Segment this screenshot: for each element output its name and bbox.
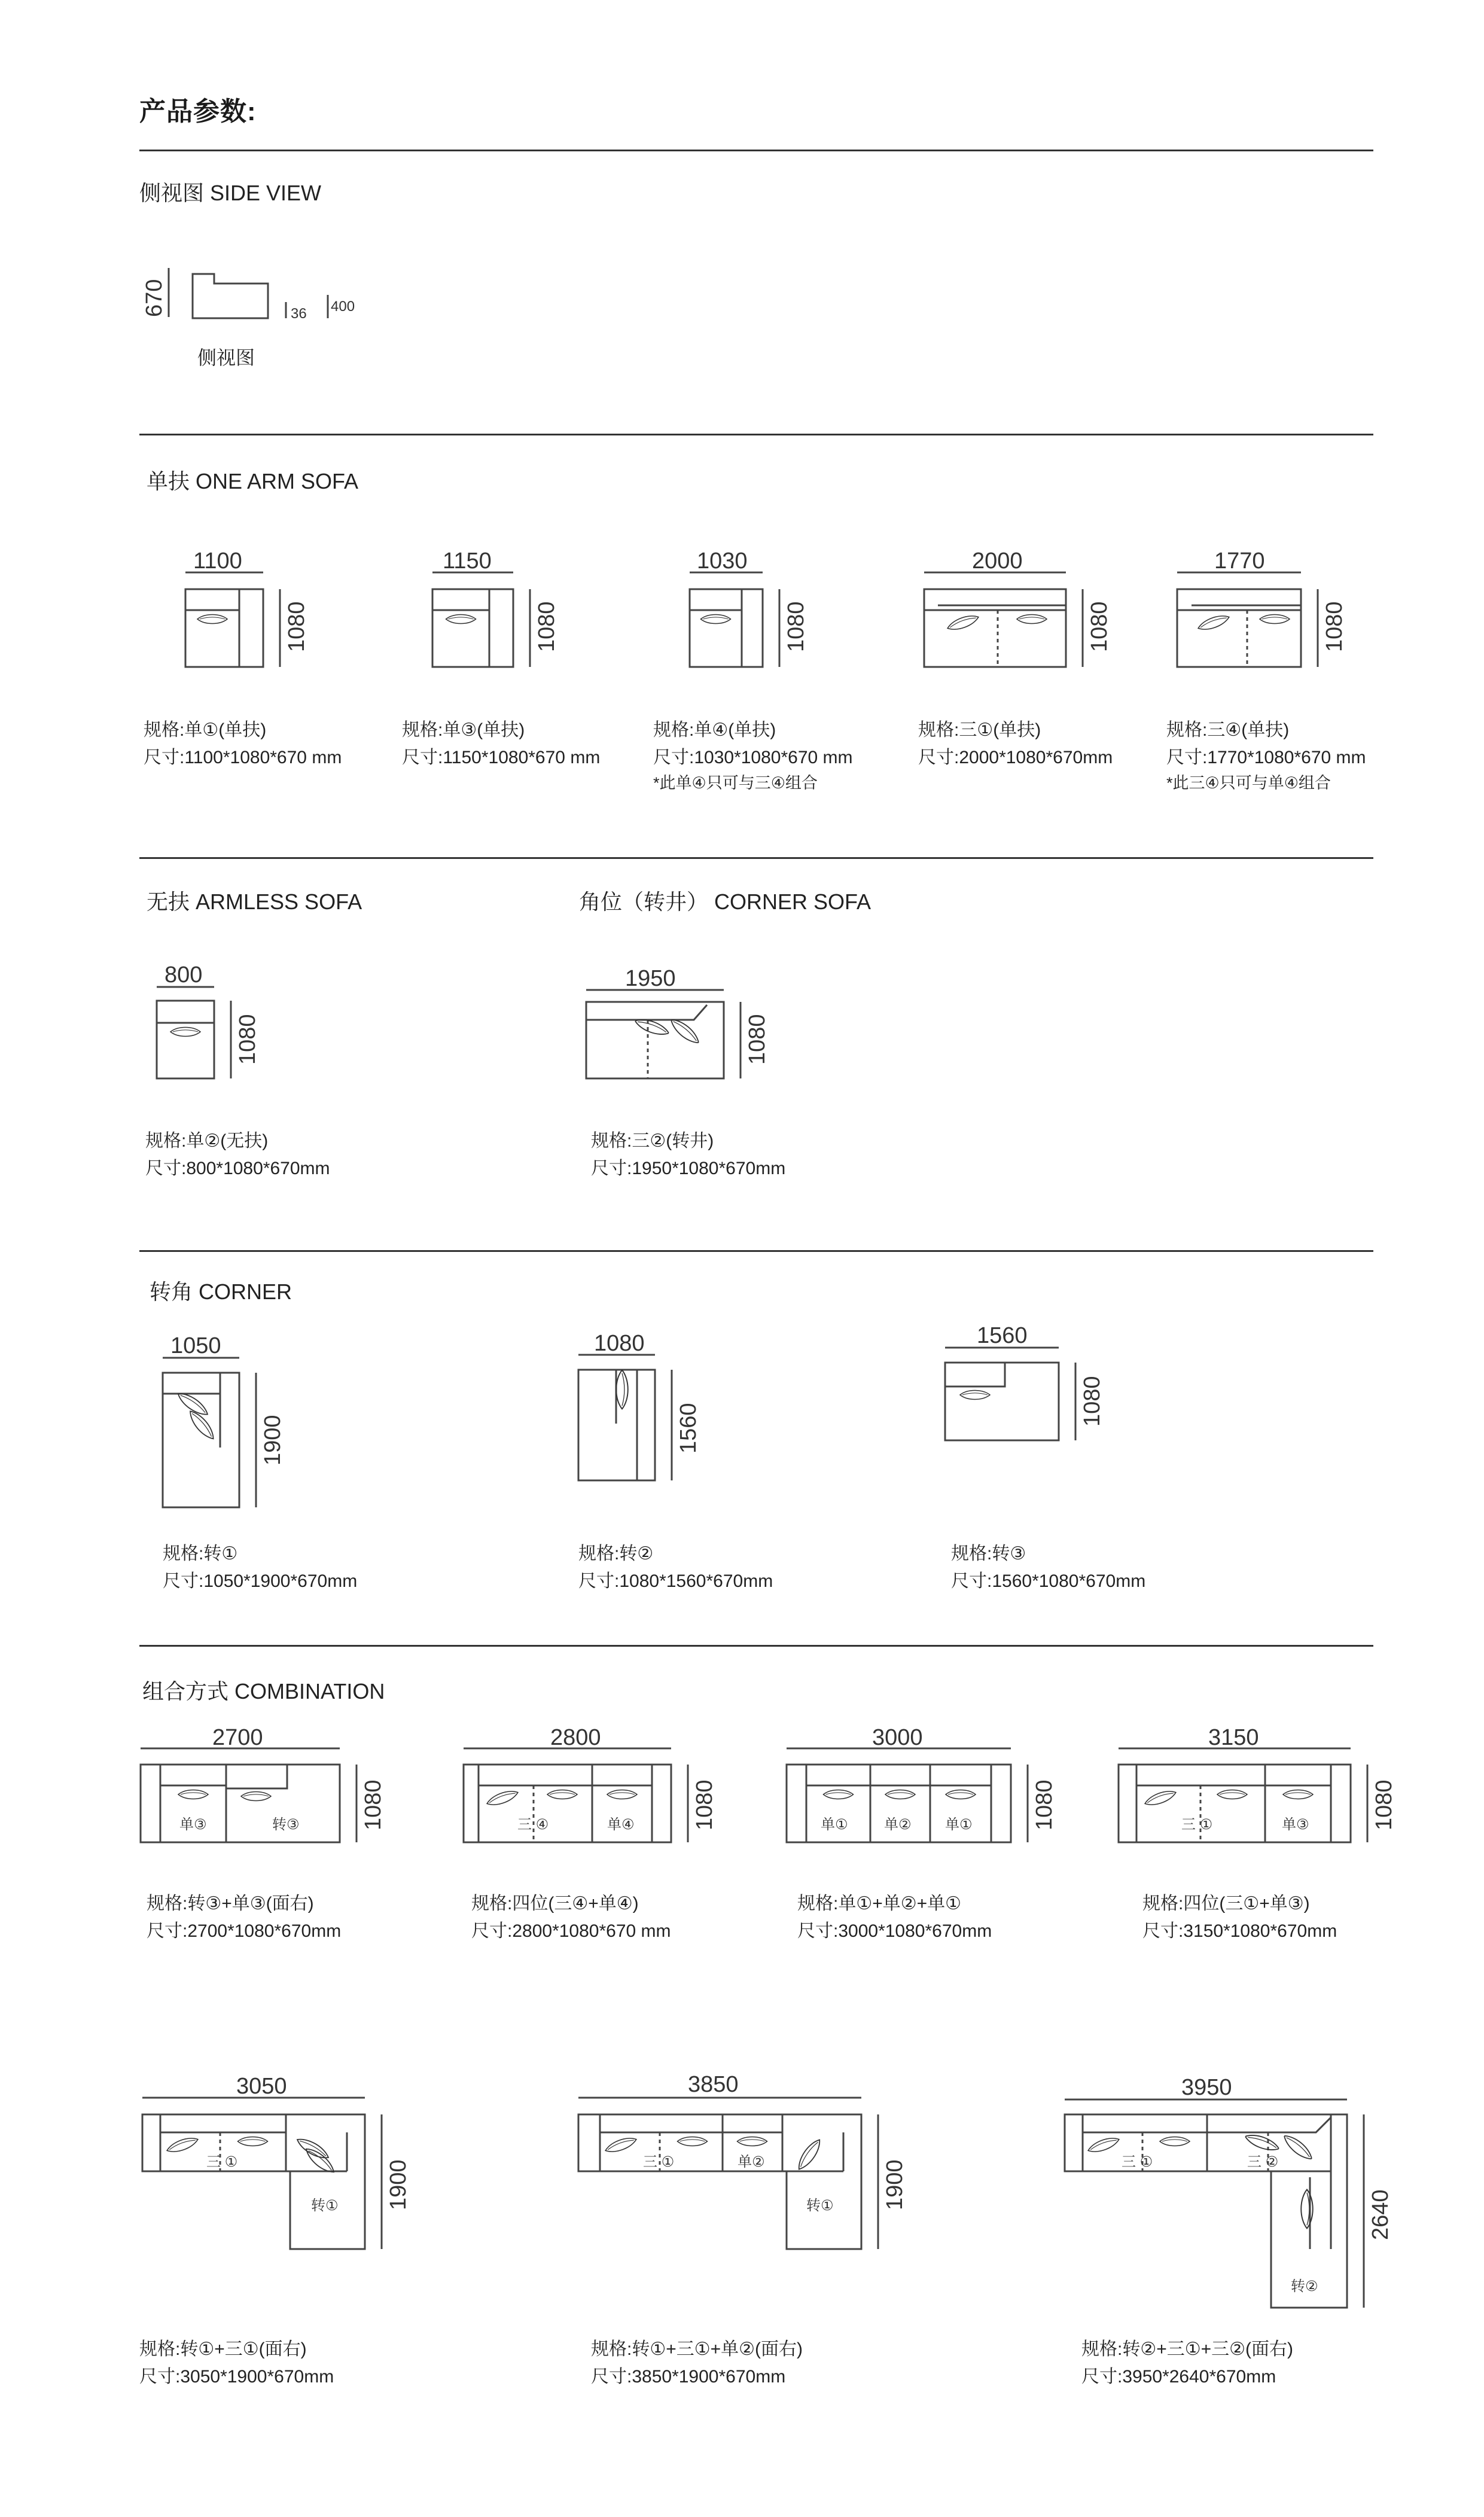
spec-size: 尺寸:3950*2640*670mm <box>1081 2367 1276 2387</box>
section-heading-armless: 无扶 ARMLESS SOFA <box>147 889 362 914</box>
corner-depth-3: 1080 <box>1080 1376 1105 1427</box>
module-label: 转① <box>311 2198 339 2214</box>
corner-drawing-3 <box>945 1348 1075 1440</box>
spec-size: 尺寸:2800*1080*670 mm <box>471 1921 671 1941</box>
spec-name: 规格:转③+单③(面右) <box>147 1894 314 1913</box>
combination-spec-6 <box>591 2336 803 2391</box>
spec-size: 尺寸:1100*1080*670 mm <box>144 748 342 767</box>
combination-drawing-7 <box>1065 2099 1364 2308</box>
spec-size: 尺寸:3050*1900*670mm <box>139 2367 334 2387</box>
armless-spec <box>145 1128 330 1183</box>
one-arm-drawing-2 <box>432 572 530 667</box>
combination-width-2: 2800 <box>550 1725 601 1750</box>
combination-spec-3 <box>797 1890 992 1945</box>
module-label: 转② <box>1291 2278 1318 2294</box>
one-arm-depth-3: 1080 <box>784 601 809 652</box>
one-arm-spec-3 <box>653 717 853 794</box>
module-label: 转① <box>806 2198 834 2214</box>
one-arm-drawing-4 <box>924 572 1083 667</box>
spec-name: 规格:单②(无扶) <box>145 1131 269 1151</box>
corner-sofa-width: 1950 <box>625 966 676 991</box>
one-arm-spec-4 <box>918 717 1113 772</box>
module-label: 三 ① <box>643 2154 675 2170</box>
corner-depth-1: 1900 <box>260 1415 285 1465</box>
armless-depth: 1080 <box>235 1014 260 1065</box>
module-label: 单④ <box>607 1817 635 1833</box>
spec-size: 尺寸:3150*1080*670mm <box>1142 1921 1337 1941</box>
side-view-caption: 侧视图 <box>197 347 255 368</box>
corner-spec-1 <box>163 1540 357 1595</box>
combination-drawing-6 <box>578 2098 878 2249</box>
spec-size: 尺寸:3000*1080*670mm <box>797 1921 992 1941</box>
section-heading-side-view: 侧视图 SIDE VIEW <box>139 181 322 205</box>
spec-name: 规格:四位(三④+单④) <box>471 1894 639 1913</box>
page-title: 产品参数: <box>139 97 257 126</box>
module-label: 单② <box>738 2154 765 2170</box>
one-arm-width-5: 1770 <box>1214 549 1265 574</box>
spec-note: *此单④只可与三④组合 <box>653 774 818 792</box>
combination-depth-2: 1080 <box>692 1779 717 1830</box>
spec-name: 规格:转②+三①+三②(面右) <box>1081 2339 1294 2359</box>
spec-size: 尺寸:1050*1900*670mm <box>163 1571 358 1591</box>
spec-size: 尺寸:1560*1080*670mm <box>951 1571 1146 1591</box>
side-view-height: 670 <box>142 279 167 317</box>
spec-name: 规格:转①+三①+单②(面右) <box>591 2339 803 2359</box>
section-heading-corner-sofa: 角位（转井） CORNER SOFA <box>579 889 871 914</box>
corner-drawing-2 <box>578 1355 672 1480</box>
one-arm-spec-5 <box>1166 717 1366 794</box>
module-label: 三 ① <box>1122 2154 1153 2170</box>
spec-name: 规格:单①+单②+单① <box>797 1894 962 1913</box>
combination-depth-1: 1080 <box>361 1779 386 1830</box>
combination-spec-7 <box>1081 2336 1293 2391</box>
corner-width-1: 1050 <box>170 1333 221 1358</box>
combination-spec-4 <box>1142 1890 1337 1945</box>
one-arm-depth-2: 1080 <box>534 601 559 652</box>
combination-width-5: 3050 <box>236 2074 287 2099</box>
section-heading-combination: 组合方式 COMBINATION <box>142 1679 385 1704</box>
one-arm-drawing-5 <box>1177 572 1318 667</box>
corner-width-2: 1080 <box>594 1331 645 1356</box>
module-label: 三 ② <box>1247 2154 1279 2170</box>
spec-name: 规格:转① <box>163 1544 238 1564</box>
spec-name: 规格:三④(单扶) <box>1166 720 1290 740</box>
spec-size: 尺寸:2000*1080*670mm <box>918 748 1113 767</box>
module-label: 转③ <box>272 1817 300 1833</box>
spec-size: 尺寸:1950*1080*670mm <box>591 1159 786 1178</box>
corner-sofa-depth: 1080 <box>745 1014 770 1065</box>
combination-depth-3: 1080 <box>1032 1779 1057 1830</box>
spec-name: 规格:四位(三①+单③) <box>1142 1894 1310 1913</box>
spec-name: 规格:转①+三①(面右) <box>139 2339 307 2359</box>
module-label: 单① <box>821 1817 848 1833</box>
side-view-leg: 36 <box>291 306 307 322</box>
corner-spec-3 <box>951 1540 1145 1595</box>
spec-size: 尺寸:3850*1900*670mm <box>591 2367 786 2387</box>
spec-size: 尺寸:800*1080*670mm <box>145 1159 330 1178</box>
spec-size: 尺寸:1150*1080*670 mm <box>402 748 601 767</box>
combination-width-6: 3850 <box>688 2072 739 2097</box>
module-label: 单③ <box>179 1817 207 1833</box>
corner-sofa-spec <box>591 1128 785 1183</box>
corner-sofa-drawing <box>586 990 741 1078</box>
combination-drawing-4 <box>1119 1748 1367 1842</box>
one-arm-depth-4: 1080 <box>1087 601 1112 652</box>
combination-depth-4: 1080 <box>1372 1779 1397 1830</box>
module-label: 三 ① <box>206 2154 238 2170</box>
corner-width-3: 1560 <box>977 1323 1028 1348</box>
combination-spec-2 <box>471 1890 671 1945</box>
module-label: 三 ① <box>1181 1817 1213 1833</box>
combination-width-1: 2700 <box>212 1725 263 1750</box>
one-arm-spec-1 <box>144 717 342 772</box>
one-arm-width-4: 2000 <box>972 549 1023 574</box>
one-arm-width-2: 1150 <box>443 549 492 574</box>
side-view-seat: 400 <box>331 298 355 315</box>
one-arm-depth-5: 1080 <box>1322 601 1347 652</box>
module-label: 单③ <box>1282 1817 1309 1833</box>
section-heading-one-arm: 单扶 ONE ARM SOFA <box>147 469 359 493</box>
combination-drawing-1 <box>141 1748 356 1842</box>
spec-note: *此三④只可与单④组合 <box>1166 774 1331 792</box>
corner-depth-2: 1560 <box>676 1403 701 1453</box>
combination-depth-5: 1900 <box>386 2159 411 2210</box>
combination-width-7: 3950 <box>1181 2075 1232 2100</box>
corner-drawing-1 <box>163 1358 256 1507</box>
spec-name: 规格:单①(单扶) <box>144 720 267 740</box>
spec-name: 规格:单④(单扶) <box>653 720 776 740</box>
armless-width: 800 <box>164 962 203 988</box>
spec-name: 规格:转② <box>578 1544 654 1564</box>
spec-size: 尺寸:1080*1560*670mm <box>578 1571 773 1591</box>
combination-width-4: 3150 <box>1208 1725 1259 1750</box>
spec-name: 规格:三①(单扶) <box>918 720 1041 740</box>
combination-drawing-5 <box>142 2098 382 2249</box>
one-arm-drawing-3 <box>690 572 779 667</box>
combination-depth-7: 2640 <box>1368 2189 1393 2240</box>
spec-size: 尺寸:2700*1080*670mm <box>147 1921 342 1941</box>
spec-name: 规格:单③(单扶) <box>402 720 525 740</box>
combination-spec-1 <box>147 1890 341 1945</box>
combination-depth-6: 1900 <box>882 2159 907 2210</box>
combination-drawing-2 <box>464 1748 688 1842</box>
module-label: 单① <box>945 1817 973 1833</box>
spec-name: 规格:转③ <box>951 1544 1026 1564</box>
one-arm-spec-2 <box>402 717 600 772</box>
section-heading-corner: 转角 CORNER <box>150 1279 292 1304</box>
one-arm-width-3: 1030 <box>697 549 748 574</box>
one-arm-drawing-1 <box>185 572 280 667</box>
armless-drawing <box>157 987 231 1078</box>
spec-size: 尺寸:1030*1080*670 mm <box>653 748 853 767</box>
module-label: 单② <box>884 1817 912 1833</box>
spec-name: 规格:三②(转井) <box>591 1131 714 1151</box>
one-arm-depth-1: 1080 <box>284 601 309 652</box>
combination-spec-5 <box>139 2336 334 2391</box>
spec-size: 尺寸:1770*1080*670 mm <box>1166 748 1366 767</box>
one-arm-width-1: 1100 <box>193 549 242 574</box>
module-label: 三 ④ <box>517 1817 549 1833</box>
combination-width-3: 3000 <box>872 1725 923 1750</box>
corner-spec-2 <box>578 1540 773 1595</box>
